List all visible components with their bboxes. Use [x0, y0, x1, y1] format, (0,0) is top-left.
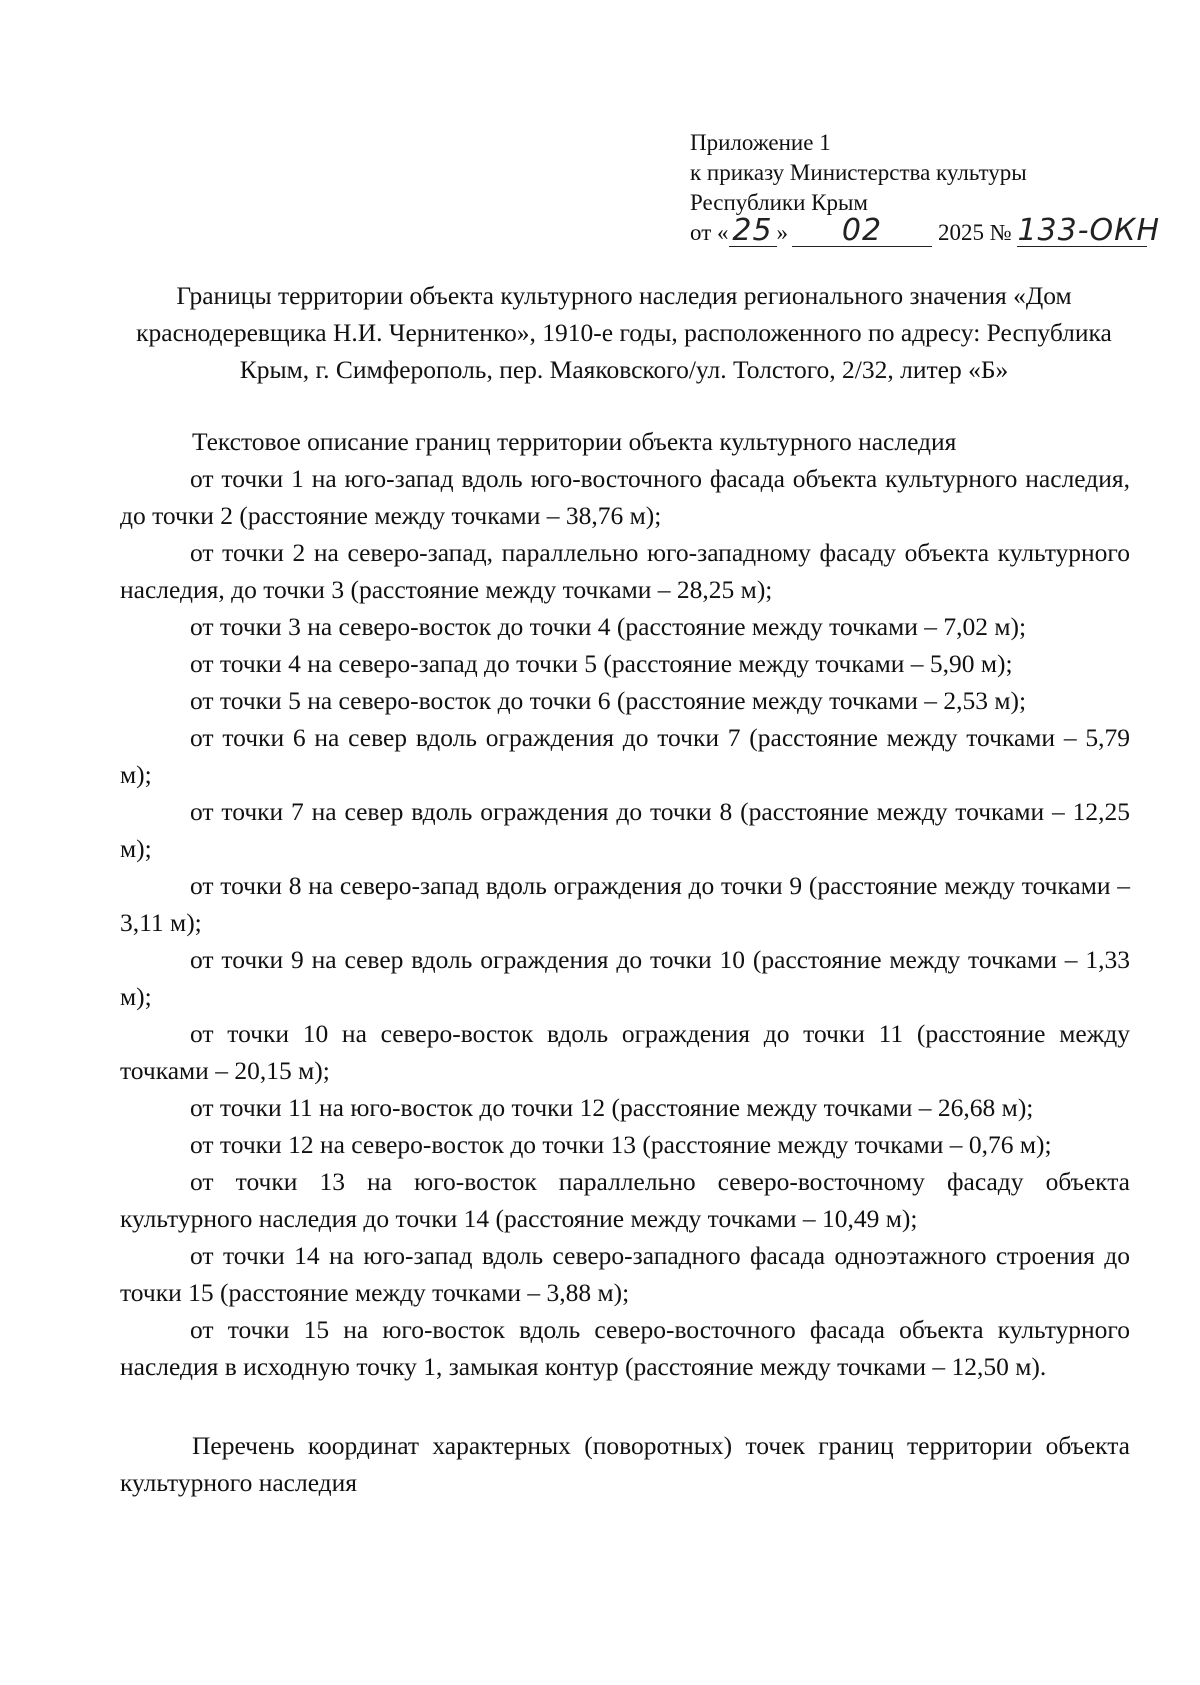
description-item: от точки 1 на юго-запад вдоль юго-восточного фасада объекта культурного наследия, до точки 2 (расстояние между точками – 38,76 м);: [120, 464, 1130, 530]
description-item: от точки 14 на юго-запад вдоль северо-западного фасада одноэтажного строения до точки 15 (расстояние между точками – 3,88 м);: [120, 1241, 1130, 1307]
description-item: от точки 11 на юго-восток до точки 12 (расстояние между точками – 26,68 м);: [190, 1093, 1034, 1122]
coordinates-section: [120, 1427, 1130, 1501]
description-item: от точки 12 на северо-восток до точки 13 (расстояние между точками – 0,76 м);: [190, 1130, 1052, 1159]
appendix-header: [690, 128, 1161, 248]
description-item: от точки 8 на северо-запад вдоль ограждения до точки 9 (расстояние между точками – 3,11 м);: [120, 871, 1130, 937]
order-date-line: [690, 213, 1161, 248]
boundary-description: [120, 423, 1130, 1385]
description-item: от точки 15 на юго-восток вдоль северо-восточного фасада объекта культурного наследия в исходную точку 1, замыкая контур (расстояние между точками – 12,50 м).: [120, 1315, 1130, 1381]
date-close-quote: »: [776, 220, 788, 245]
description-item: от точки 10 на северо-восток вдоль ограждения до точки 11 (расстояние между точками – 20,15 м);: [120, 1019, 1130, 1085]
coordinates-heading: Перечень координат характерных (поворотных) точек границ территории объекта культурного наследия: [120, 1431, 1130, 1497]
description-item: от точки 7 на север вдоль ограждения до точки 8 (расстояние между точками – 12,25 м);: [120, 797, 1130, 863]
ministry-region: Республики Крым: [690, 190, 868, 215]
description-item: от точки 5 на северо-восток до точки 6 (расстояние между точками – 2,53 м);: [190, 686, 1027, 715]
order-reference: к приказу Министерства культуры: [690, 160, 1027, 185]
order-number-handwritten: 133-ОКН: [1017, 213, 1161, 248]
date-month-handwritten: 02: [841, 213, 883, 248]
description-item: от точки 3 на северо-восток до точки 4 (расстояние между точками – 7,02 м);: [190, 612, 1027, 641]
date-year-and-number-label: 2025 №: [938, 220, 1012, 245]
document-title: Границы территории объекта культурного наследия регионального значения «Дом краснодеревщика Н.И. Чернитенко», 1910-е годы, расположенного по адресу: Республика Крым, г. Симферополь, пер. Маяковского/ул. Толстого, 2/32, литер «Б»: [136, 281, 1112, 384]
date-day-field: [729, 213, 777, 248]
description-item: от точки 9 на север вдоль ограждения до точки 10 (расстояние между точками – 1,33 м);: [120, 945, 1130, 1011]
description-item: от точки 4 на северо-запад до точки 5 (расстояние между точками – 5,90 м);: [190, 649, 1013, 678]
description-item: от точки 2 на северо-запад, параллельно юго-западному фасаду объекта культурного наследия, до точки 3 (расстояние между точками – 28,25 м);: [120, 538, 1130, 604]
description-item: от точки 6 на север вдоль ограждения до точки 7 (расстояние между точками – 5,79 м);: [120, 723, 1130, 789]
date-month-field: [792, 213, 932, 248]
description-heading: Текстовое описание границ территории объекта культурного наследия: [192, 427, 957, 456]
description-item: от точки 13 на юго-восток параллельно северо-восточному фасаду объекта культурного наследия до точки 14 (расстояние между точками – 10,49 м);: [120, 1167, 1130, 1233]
appendix-label: Приложение 1: [690, 130, 831, 155]
order-number-field: [1017, 213, 1161, 248]
date-day-handwritten: 25: [732, 213, 773, 248]
date-prefix: от «: [690, 220, 729, 245]
